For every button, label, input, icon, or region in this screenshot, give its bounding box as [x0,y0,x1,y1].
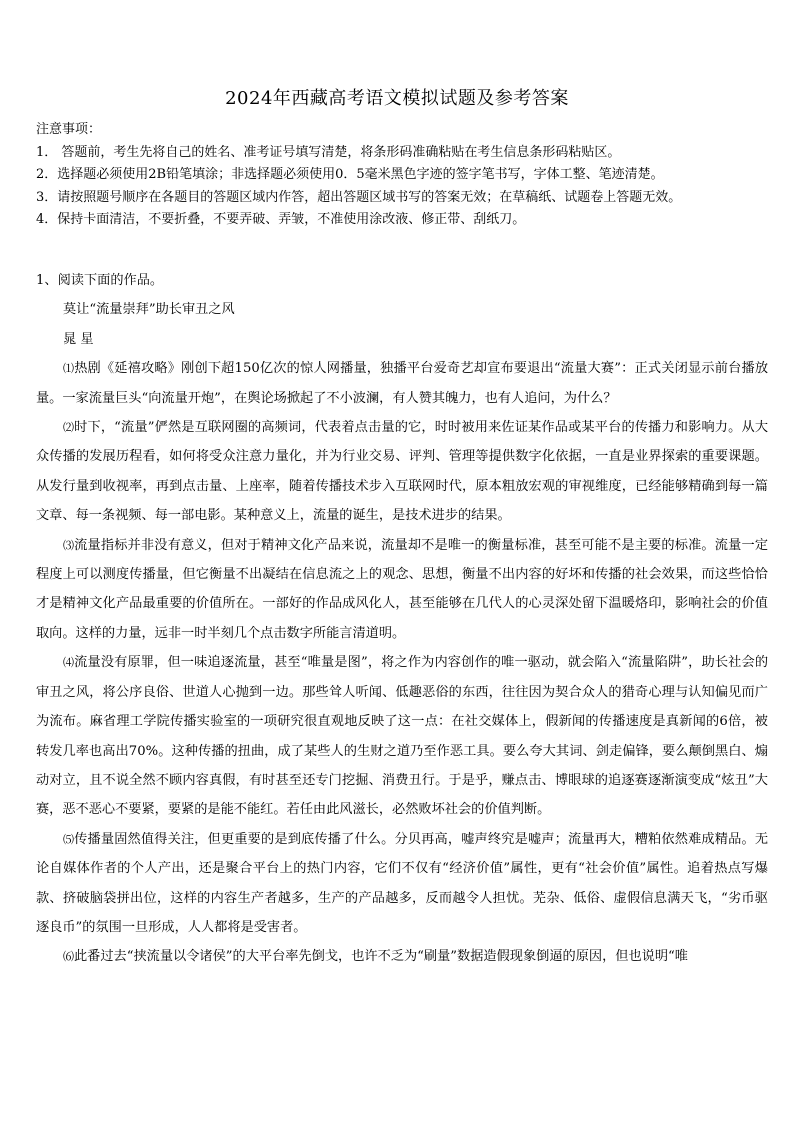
article-paragraph [36,648,768,824]
notice-heading: 注意事项： [36,122,102,137]
article-author: 晁 星 [63,331,94,347]
paragraph-number: ⑶ [63,538,75,552]
notice-item: 2．选择题必须使用2B铅笔填涂；非选择题必须使用0．5毫米黑色字迹的签字笔书写，字体工整、笔迹清楚。 [36,167,664,182]
article-paragraph [36,354,768,413]
question-head: 1、阅读下面的作品。 [36,273,164,288]
article-paragraph [36,825,768,943]
notice-section [36,119,771,232]
article-paragraph [36,531,768,649]
article-title: 莫让“流量崇拜”助长审丑之风 [63,302,235,318]
article-paragraph [36,942,768,971]
paragraph-number: ⑷ [63,656,75,670]
paragraph-number: ⑴ [63,362,75,376]
paragraph-number: ⑵ [63,421,75,435]
paragraph-text: 时下，“流量”俨然是互联网圈的高频词，代表着点击量的它，时时被用来佐证某作品或某平台的传播力和影响力。从大众传播的发展历程看，如何将受众注意力量化，并为行业交易、评判、管理等提供数字化依据，一直是业界探索的重要课题。从发行量到收视率，再到点击量、上座率，随着传播技术步入互联网时代，原本粗放宏观的审视维度，已经能够精确到每一篇文章、每一条视频、每一部电影。某种意义上，流量的诞生，是技术进步的结果。 [36,420,769,524]
paragraph-number: ⑹ [63,950,74,964]
paragraph-text: 热剧《延禧攻略》刚创下超150亿次的惊人网播量，独播平台爱奇艺却宣布要退出“流量大赛”：正式关闭显示前台播放量。一家流量巨头“向流量开炮”，在舆论场掀起了不小波澜，有人赞其魄力，也有人追问，为什么？ [36,361,769,406]
paragraph-text: 流量没有原罪，但一味追逐流量，甚至“唯量是图”，将之作为内容创作的唯一驱动，就会陷入“流量陷阱”，助长社会的审丑之风，将公序良俗、世道人心抛到一边。那些耸人听闻、低趣恶俗的东西，往往因为契合众人的猎奇心理与认知偏见而广为流布。麻省理工学院传播实验室的一项研究很直观地反映了这一点：在社交媒体上，假新闻的传播速度是真新闻的6倍，被转发几率也高出70%。这种传播的扭曲，成了某些人的生财之道乃至作恶工具。要么夸大其词、剑走偏锋，要么颠倒黑白、煽动对立，且不说全然不顾内容真假，有时甚至还专门挖掘、消费丑行。于是乎，赚点击、博眼球的追逐赛逐渐演变成“炫丑”大赛，恶不恶心不要紧，要紧的是能不能红。若任由此风滋长，必然败坏社会的价值判断。 [36,655,769,818]
article-paragraph [36,413,768,531]
paragraph-number: ⑸ [63,832,75,846]
notice-item: 4．保持卡面清洁，不要折叠，不要弄破、弄皱，不准使用涂改液、修正带、刮纸刀。 [36,212,526,227]
document-title: 2024年西藏高考语文模拟试题及参考答案 [225,88,569,109]
paragraph-text: 传播量固然值得关注，但更重要的是到底传播了什么。分贝再高，嘘声终究是嘘声；流量再大，糟粕依然难成精品。无论自媒体作者的个人产出，还是聚合平台上的热门内容，它们不仅有“经济价值”属性，更有“社会价值”属性。追着热点写爆款、挤破脑袋拼出位，这样的内容生产者越多，生产的产品越多，反而越令人担忧。芜杂、低俗、虚假信息满天飞，“劣币驱逐良币”的氛围一旦形成，人人都将是受害者。 [36,831,769,935]
paragraph-text: 流量指标并非没有意义，但对于精神文化产品来说，流量却不是唯一的衡量标准，甚至可能不是主要的标准。流量一定程度上可以测度传播量，但它衡量不出凝结在信息流之上的观念、思想，衡量不出内容的好坏和传播的社会效果，而这些恰恰才是精神文化产品最重要的价值所在。一部好的作品成风化人，甚至能够在几代人的心灵深处留下温暖烙印，影响社会的价值取向。这样的力量，远非一时半刻几个点击数字所能言清道明。 [36,537,769,641]
notice-item: 1． 答题前，考生先将自己的姓名、准考证号填写清楚，将条形码准确粘贴在考生信息条形码粘贴区。 [36,144,621,160]
question-section [36,266,768,972]
paragraph-text: 此番过去“挟流量以令诸侯”的大平台率先倒戈，也许不乏为“刷量”数据造假现象倒逼的原因，但也说明“唯 [74,949,688,965]
notice-item: 3．请按照题号顺序在各题目的答题区域内作答，超出答题区域书写的答案无效；在草稿纸、试题卷上答题无效。 [36,189,682,205]
